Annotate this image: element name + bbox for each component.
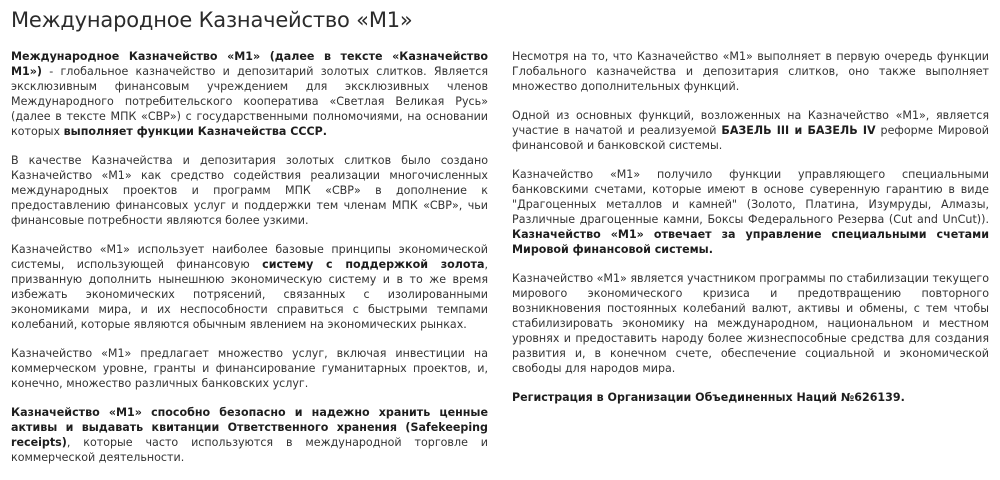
paragraph-text: реформе Мировой финансовой и банковской системы. [512,124,989,153]
bold-text: БАЗЕЛЬ III и БАЗЕЛЬ IV [721,124,876,138]
bold-text: Казначейство «M1» способно безопасно и надежно хранить ценные активы и выдавать квитанции Ответственного хранения (Safekeeping receipts) [11,406,488,449]
paragraph-text: , которые часто используются в международной торговле и коммерческой деятельности. [11,435,488,464]
paragraph-safekeeping [11,406,488,466]
paragraph-text: , призванную дополнить нынешнюю экономическую систему и в то же время избежать экономических потрясений, связанных с изолированными экономиками мира, и их неспособности справиться с быстрыми темпами колебаний, которые являются обычным явлением на экономических рынках. [11,257,488,331]
paragraph-intro [11,50,488,139]
paragraph-purpose: В качестве Казначейства и депозитария золотых слитков было создано Казначейство «M1» как средство содействия реализации многочисленных международных проектов и программ МПК «СВР» в дополнение к предоставлению финансовых услуг и поддержки тем членам МПК «СВР», чьи финансовые потребности являются более узкими. [11,153,488,227]
paragraph-text: - глобальное казначейство и депозитарий золотых слитков. Является эксклюзивным финансовым учреждением для эксклюзивных членов Международного потребительского кооператива «Светлая Великая Русь» (далее в тексте МПК «СВР») с государственными полномочиями, на основании которых [11,64,488,138]
page-title: Международное Казначейство «M1» [11,8,413,32]
registration-text: Регистрация в Организации Объединенных Наций №626139. [512,391,905,405]
bold-text: Казначейство «M1» отвечает за управление специальными счетами Мировой финансовой системы. [512,228,989,256]
paragraph-functions: Несмотря на то, что Казначейство «M1» выполняет в первую очередь функции Глобального казначейства и депозитария слитков, оно также выполняет множество дополнительных функций. [512,50,989,93]
paragraph-text: Казначейство «M1» получило функции управляющего специальными банковскими счетами, которые имеют в основе суверенную гарантию в виде "Драгоценных металлов и камней" (Золото, Платина, Изумруды, Алмазы, Различные драгоценные камни, Боксы Федерального Резерва (Cut and UnCut)). [512,168,989,227]
bold-text: систему с поддержкой золота [262,257,485,271]
paragraph-principles [11,243,488,332]
bold-text: Международное Казначейство «M1» (далее в тексте «Казначейство M1») [11,50,488,78]
paragraph-text: Одной из основных функций, возложенных на Казначейство «M1», является участие в начатой и реализуемой [512,109,989,138]
left-column [11,50,488,480]
paragraph-registration [512,391,989,406]
right-column [512,50,989,421]
paragraph-text: Казначейство «M1» использует наиболее базовые принципы экономической системы, использующей финансовую [11,242,488,271]
paragraph-accounts [512,168,989,257]
bold-text: выполняет функции Казначейства СССР. [63,124,327,138]
paragraph-basel [512,109,989,154]
paragraph-services: Казначейство «M1» предлагает множество услуг, включая инвестиции на коммерческом уровне, гранты и финансирование гуманитарных проектов, и, конечно, множество различных банковских услуг. [11,346,488,390]
paragraph-stabilization: Казначейство «M1» является участником программы по стабилизации текущего мирового экономического кризиса и предотвращению повторного возникновения постоянных колебаний валют, активы и обмены, с тем чтобы стабилизировать экономику на международном, национальном и местном уровнях и предоставить народу более жизнеспособные средства для создания развития и, в конечном счете, обеспечение социальной и экономической свободы для народов мира. [512,272,989,375]
